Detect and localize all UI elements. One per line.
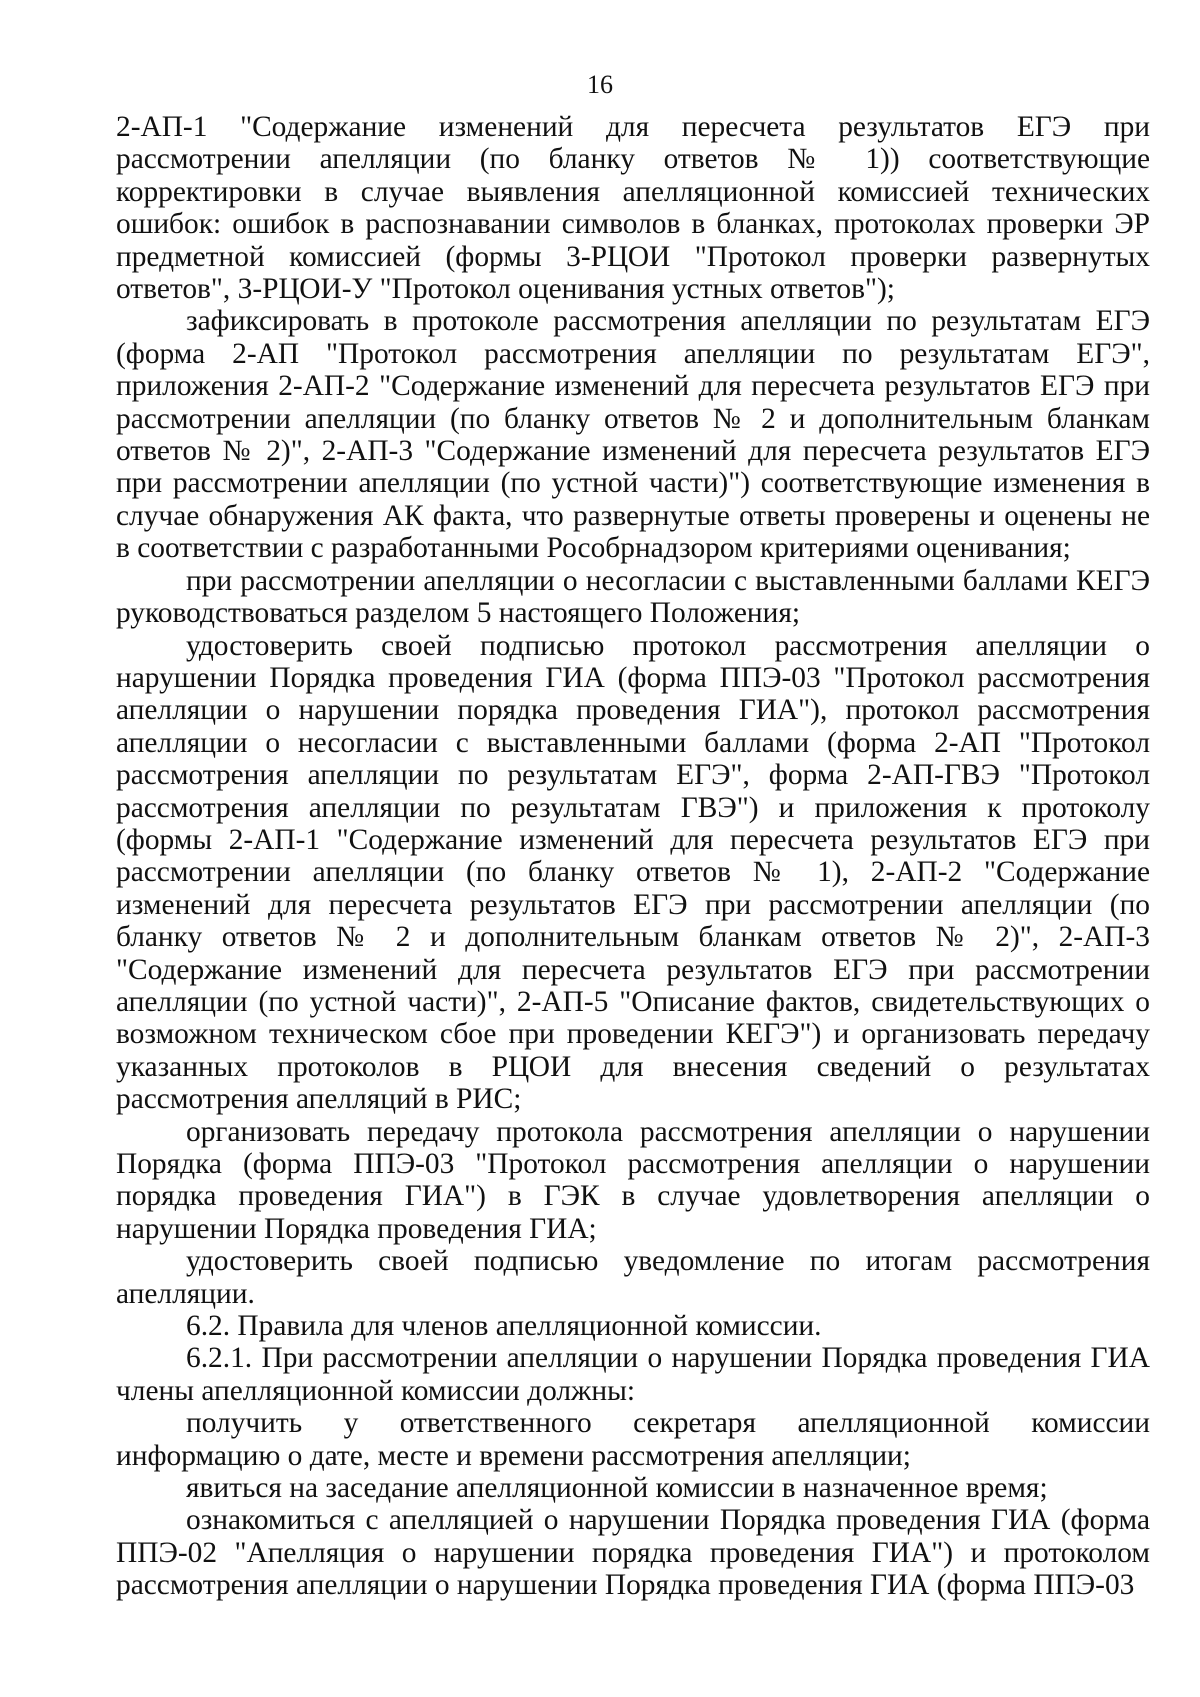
paragraph: удостоверить своей подписью уведомление по итогам рассмотрения апелляции.	[116, 1245, 1150, 1310]
subsection-paragraph: 6.2.1. При рассмотрении апелляции о нарушении Порядка проведения ГИА члены апелляционной комиссии должны:	[116, 1342, 1150, 1407]
paragraph-continuation: 2-АП-1 "Содержание изменений для пересчета результатов ЕГЭ при рассмотрении апелляции (по бланку ответов № 1)) соответствующие корректировки в случае выявления апелляционной комиссией технических ошибок: ошибок в распознавании символов в бланках, протоколах проверки ЭР предметной комиссией (формы 3-РЦОИ "Протокол проверки развернутых ответов", 3-РЦОИ-У "Протокол оценивания устных ответов");	[116, 111, 1150, 306]
paragraph: получить у ответственного секретаря апелляционной комиссии информацию о дате, месте и времени рассмотрения апелляции;	[116, 1407, 1150, 1472]
paragraph: зафиксировать в протоколе рассмотрения апелляции по результатам ЕГЭ (форма 2-АП "Протокол рассмотрения апелляции по результатам ЕГЭ", приложения 2-АП-2 "Содержание изменений для пересчета результатов ЕГЭ при рассмотрении апелляции (по бланку ответов № 2 и дополнительным бланкам ответов № 2)", 2-АП-3 "Содержание изменений для пересчета результатов ЕГЭ при рассмотрении апелляции (по устной части)") соответствующие изменения в случае обнаружения АК факта, что развернутые ответы проверены и оценены не в соответствии с разработанными Рособрнадзором критериями оценивания;	[116, 305, 1150, 565]
paragraph: явиться на заседание апелляционной комиссии в назначенное время;	[186, 1472, 1048, 1505]
paragraph: организовать передачу протокола рассмотрения апелляции о нарушении Порядка (форма ППЭ-03 "Протокол рассмотрения апелляции о нарушении порядка проведения ГИА") в ГЭК в случае удовлетворения апелляции о нарушении Порядка проведения ГИА;	[116, 1115, 1150, 1245]
paragraph: удостоверить своей подписью протокол рассмотрения апелляции о нарушении Порядка проведения ГИА (форма ППЭ-03 "Протокол рассмотрения апелляции о нарушении порядка проведения ГИА"), протокол рассмотрения апелляции о несогласии с выставленными баллами (форма 2-АП "Протокол рассмотрения апелляции по результатам ЕГЭ", форма 2-АП-ГВЭ "Протокол рассмотрения апелляции по результатам ГВЭ") и приложения к протоколу (формы 2-АП-1 "Содержание изменений для пересчета результатов ЕГЭ при рассмотрении апелляции (по бланку ответов № 1), 2-АП-2 "Содержание изменений для пересчета результатов ЕГЭ при рассмотрении апелляции (по бланку ответов № 2 и дополнительным бланкам ответов № 2)", 2-АП-3 "Содержание изменений для пересчета результатов ЕГЭ при рассмотрении апелляции (по устной части)", 2-АП-5 "Описание фактов, свидетельствующих о возможном техническом сбое при проведении КЕГЭ") и организовать передачу указанных протоколов в РЦОИ для внесения сведений о результатах рассмотрения апелляций в РИС;	[116, 629, 1150, 1116]
page-number: 16	[587, 70, 613, 99]
paragraph: ознакомиться с апелляцией о нарушении Порядка проведения ГИА (форма ППЭ-02 "Апелляция о нарушении порядка проведения ГИА") и протоколом рассмотрения апелляции о нарушении Порядка проведения ГИА (форма ППЭ-03	[116, 1504, 1150, 1602]
document-body	[116, 111, 1150, 1602]
section-heading: 6.2. Правила для членов апелляционной комиссии.	[186, 1310, 822, 1343]
paragraph: при рассмотрении апелляции о несогласии с выставленными баллами КЕГЭ руководствоваться разделом 5 настоящего Положения;	[116, 564, 1150, 630]
